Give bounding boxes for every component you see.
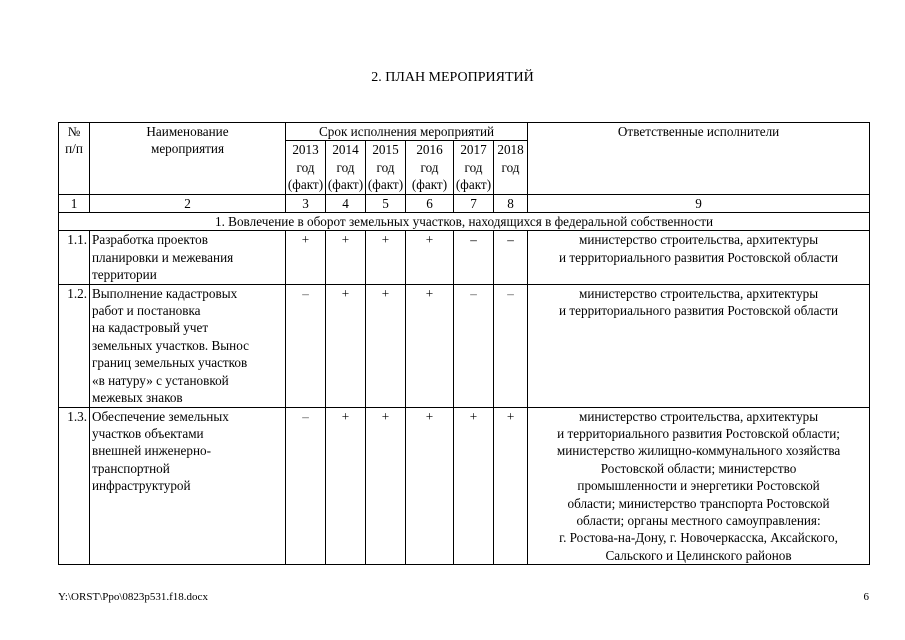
row-mark: +	[286, 231, 326, 284]
row-mark: –	[286, 284, 326, 407]
row-mark: +	[326, 231, 366, 284]
column-number: 9	[528, 194, 870, 212]
row-responsible: министерство строительства, архитектуры и территориального развития Ростовской области; министерство жилищно-коммунального хозяйства Ростовской области; министерство промышленности и энергетики Ростовской области; министерство транспорта Ростовской области; органы местного самоуправления: г. Ростова-на-Дону, г. Новочеркасска, Аксайского, Сальского и Целинского районов	[528, 407, 870, 565]
header-year-2016: 2016 год (факт)	[406, 141, 454, 194]
row-mark: –	[494, 231, 528, 284]
column-number: 3	[286, 194, 326, 212]
row-name: Выполнение кадастровых работ и постановка на кадастровый учет земельных участков. Вынос границ земельных участков «в натуру» с установкой межевых знаков	[90, 284, 286, 407]
row-mark: –	[286, 407, 326, 565]
page-title: 2. ПЛАН МЕРОПРИЯТИЙ	[371, 70, 534, 85]
row-mark: +	[406, 407, 454, 565]
row-name: Обеспечение земельных участков объектами внешней инженерно- транспортной инфраструктурой	[90, 407, 286, 565]
header-name: Наименование мероприятия	[90, 123, 286, 195]
footer-file-path: Y:\ORST\Ppo\0823p531.f18.docx	[58, 591, 208, 603]
column-number: 4	[326, 194, 366, 212]
header-year-2014: 2014 год (факт)	[326, 141, 366, 194]
row-mark: +	[366, 284, 406, 407]
row-mark: –	[454, 284, 494, 407]
column-number: 1	[59, 194, 90, 212]
row-mark: +	[326, 284, 366, 407]
column-numbers-row	[59, 194, 870, 212]
row-mark: +	[406, 231, 454, 284]
row-no: 1.3.	[59, 407, 90, 565]
row-responsible: министерство строительства, архитектуры и территориального развития Ростовской области	[528, 231, 870, 284]
row-name: Разработка проектов планировки и межевания территории	[90, 231, 286, 284]
row-no: 1.2.	[59, 284, 90, 407]
row-mark: –	[494, 284, 528, 407]
table-row	[59, 284, 870, 407]
column-number: 2	[90, 194, 286, 212]
footer-page-number: 6	[863, 591, 869, 603]
row-mark: +	[366, 407, 406, 565]
column-number: 5	[366, 194, 406, 212]
column-number: 8	[494, 194, 528, 212]
row-mark: +	[326, 407, 366, 565]
header-responsible: Ответственные исполнители	[528, 123, 870, 195]
row-mark: +	[454, 407, 494, 565]
row-mark: +	[366, 231, 406, 284]
row-no: 1.1.	[59, 231, 90, 284]
plan-table	[58, 122, 870, 565]
section-row	[59, 213, 870, 231]
table-row	[59, 407, 870, 565]
row-mark: +	[494, 407, 528, 565]
header-year-2018: 2018 год	[494, 141, 528, 194]
header-year-2015: 2015 год (факт)	[366, 141, 406, 194]
column-number: 6	[406, 194, 454, 212]
row-mark: –	[454, 231, 494, 284]
table-row	[59, 231, 870, 284]
header-term: Срок исполнения мероприятий	[286, 123, 528, 141]
section-title: 1. Вовлечение в оборот земельных участков, находящихся в федеральной собственности	[59, 213, 870, 231]
header-year-2013: 2013 год (факт)	[286, 141, 326, 194]
row-responsible: министерство строительства, архитектуры и территориального развития Ростовской области	[528, 284, 870, 407]
header-year-2017: 2017 год (факт)	[454, 141, 494, 194]
header-row	[59, 123, 870, 141]
row-mark: +	[406, 284, 454, 407]
column-number: 7	[454, 194, 494, 212]
header-no: № п/п	[59, 123, 90, 195]
